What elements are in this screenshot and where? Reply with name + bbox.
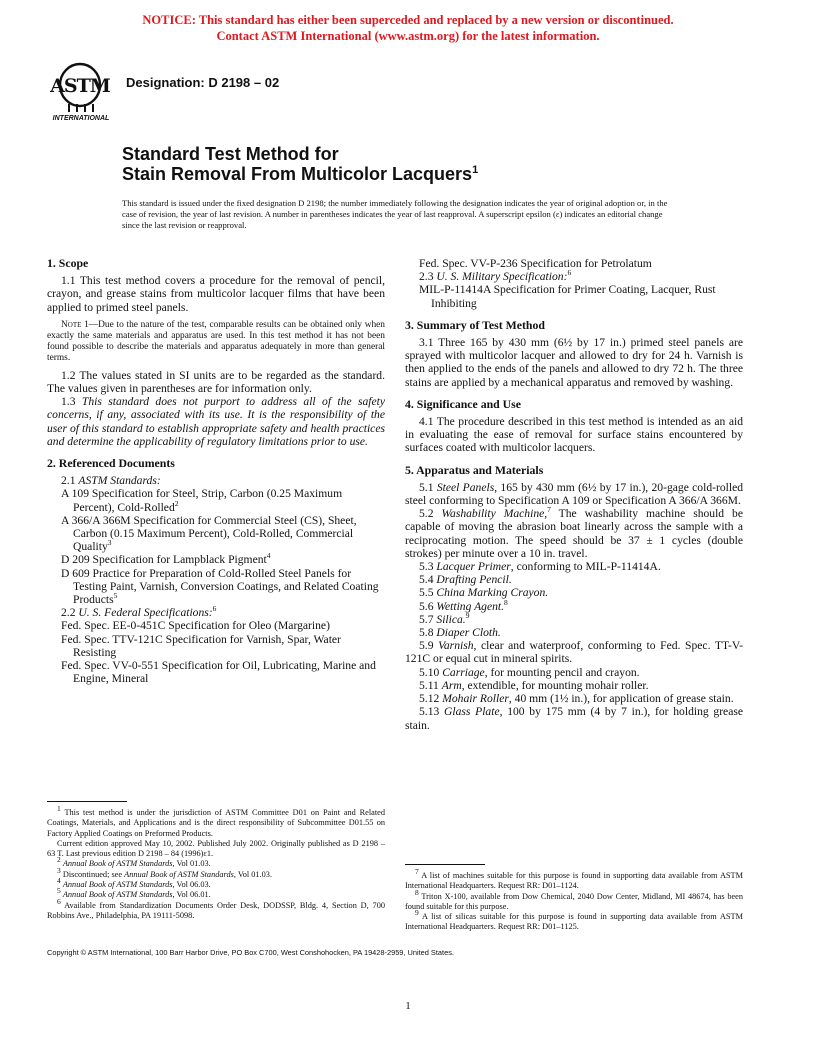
apparatus-item <box>405 626 743 639</box>
refdocs-heading: 2. Referenced Documents <box>47 456 175 471</box>
item-description: , 40 mm (1½ in.), for application of grease stain. <box>508 692 734 706</box>
apparatus-item <box>405 507 743 560</box>
item-description: , extendible, for mounting mohair roller. <box>461 678 649 692</box>
federal-specs-label <box>47 606 385 619</box>
ref-fed-vv0: Fed. Spec. VV-0-551 Specification for Oil, Lubricating, Marine and Engine, Mineral <box>61 659 376 686</box>
ref-a366 <box>47 514 385 554</box>
label-text: ASTM Standards: <box>78 474 161 488</box>
footnote-1 <box>47 804 385 839</box>
item-description: , 165 by 430 mm (6½ by 17 in.), 20-gage cold-rolled steel conforming to Specification A 109 or Specification A 366/A 366M. <box>405 480 744 508</box>
item-name: Glass Plate <box>444 705 500 719</box>
military-spec-label <box>405 270 743 283</box>
footnote-divider <box>405 864 485 865</box>
preface-text: This standard is issued under the fixed designation D 2198; the number immediately following the designation indicates the year of original adoption or, in the case of revision, the year of last revision. A number in parentheses indicates the year of last reapproval. A superscript epsilon (ε) indicates an editorial change since the last revision or reapproval. <box>122 198 668 230</box>
left-column <box>47 257 385 685</box>
fn-text: This test method is under the jurisdiction of ASTM Committee D01 on Paint and Related Coatings, Materials, and Applications and is the direct responsibility of Subcommittee D01.55 on Factory Applied Coatings on Preformed Products. <box>47 808 385 838</box>
fn-mark: 1 <box>57 804 61 814</box>
footnote-ref: 7 <box>547 505 551 515</box>
scope-note-1 <box>47 320 385 364</box>
footnote-ref: 2 <box>174 498 179 508</box>
notice-line-1: NOTICE: This standard has either been superceded and replaced by a new version or discontinued. <box>142 13 674 27</box>
fn-mark: 4 <box>57 876 61 886</box>
para-number: 2.1 <box>61 474 79 488</box>
fn-text: Annual Book of ASTM Standards <box>62 859 173 869</box>
item-description: , conforming to MIL-P-11414A. <box>510 560 661 574</box>
para-number: 5.8 <box>419 626 437 640</box>
scope-heading: 1. Scope <box>47 256 89 270</box>
ref-fed-vvp: Fed. Spec. VV-P-236 Specification for Petrolatum <box>419 257 652 270</box>
footnote-8 <box>405 887 743 913</box>
item-name: Silica. <box>436 612 466 626</box>
fn-text: Available from Standardization Documents Order Desk, DODSSP, Bldg. 4, Section D, 700 Robbins Ave., Philadelphia, PA 19111-5098. <box>47 900 385 920</box>
footnote-ref: 3 <box>107 538 112 548</box>
footnotes-right <box>405 864 743 933</box>
fn-mark: 2 <box>57 855 61 865</box>
apparatus-item <box>405 573 743 586</box>
footnote-3 <box>47 866 385 880</box>
fn-mark: 6 <box>57 896 61 906</box>
footnote-ref: 5 <box>113 591 118 601</box>
para-number: 2.2 <box>61 606 79 620</box>
ref-d609 <box>47 567 385 607</box>
fn-mark: 8 <box>415 887 419 897</box>
significance-heading: 4. Significance and Use <box>405 396 522 411</box>
apparatus-item <box>405 560 743 573</box>
logo-letters: ASTM <box>50 75 110 97</box>
para-number: 5.2 <box>419 507 442 521</box>
footnote-ref: 9 <box>465 611 470 621</box>
item-name: China Marking Crayon. <box>436 586 549 600</box>
fn-text: A list of silicas suitable for this purpose is found in supporting data available from ASTM International Headquarters. Request RR: D01–1125. <box>405 912 743 932</box>
astm-standards-label <box>47 474 385 487</box>
para-number: 5.6 <box>419 599 437 613</box>
item-name: Mohair Roller <box>442 692 509 706</box>
label-text: U. S. Military Specification: <box>436 270 568 284</box>
footnote-4 <box>47 876 385 890</box>
notice-line-2: Contact ASTM International (www.astm.org) for the latest information. <box>216 29 600 43</box>
ref-text: A 109 Specification for Steel, Strip, Carbon (0.25 Maximum Percent), Cold-Rolled <box>61 487 343 514</box>
ref-text: A 366/A 366M Specification for Commercial Steel (CS), Sheet, Carbon (0.15 Maximum Percent), Cold-Rolled, Commercial Quality <box>61 513 357 554</box>
scope-para-1-3 <box>47 395 385 448</box>
para-number: 1.3 <box>61 395 82 409</box>
summary-para-3-1: 3.1 Three 165 by 430 mm (6½ by 17 in.) primed steel panels are sprayed with multicolor lacquer and allowed to dry for 24 h. Varnish is then applied to the ends of the panels and allowed to dry 72 h. The three stains are applied by a mechanical apparatus and removed by washing. <box>405 336 743 389</box>
apparatus-item <box>405 481 743 507</box>
safety-statement: This standard does not purport to address all of the safety concerns, if any, associated with its use. It is the responsibility of the user of this standard to establish appropriate safety and health practices and determine the applicability of regulatory limitations prior to use. <box>47 395 386 448</box>
footnote-ref: 6 <box>567 268 572 278</box>
title-line-2-text: Stain Removal From Multicolor Lacquers <box>122 164 473 184</box>
apparatus-list <box>405 481 743 732</box>
item-name: Carriage <box>442 665 485 679</box>
ref-fed-ee: Fed. Spec. EE-0-451C Specification for Oleo (Margarine) <box>61 619 330 633</box>
page-number: 1 <box>405 1000 411 1012</box>
apparatus-heading: 5. Apparatus and Materials <box>405 462 544 477</box>
apparatus-item <box>405 639 743 665</box>
fn-text: , Vol 06.01. <box>172 890 211 900</box>
label-text: U. S. Federal Specifications: <box>78 606 213 620</box>
para-number: 5.1 <box>419 480 437 494</box>
footnote-6 <box>47 896 385 922</box>
fn-mark: 3 <box>57 866 61 876</box>
footnotes-left <box>47 801 385 921</box>
para-number: 5.4 <box>419 573 437 587</box>
item-description: , for mounting pencil and crayon. <box>484 665 640 679</box>
summary-heading: 3. Summary of Test Method <box>405 317 545 332</box>
logo-subtext: INTERNATIONAL <box>52 115 110 122</box>
fn-text: A list of machines suitable for this purpose is found in supporting data available from ASTM International Headquarters. Request RR: D01–1124. <box>405 871 743 891</box>
item-name: Steel Panels <box>436 480 495 494</box>
fn-text: Annual Book of ASTM Standards <box>62 880 173 890</box>
footnote-ref: 8 <box>504 597 508 607</box>
right-column <box>405 257 743 732</box>
item-name: Varnish <box>438 639 474 653</box>
designation: Designation: D 2198 – 02 <box>126 75 280 90</box>
document-title <box>122 144 478 184</box>
ref-fed-ttv: Fed. Spec. TTV-121C Specification for Varnish, Spar, Water Resisting <box>61 632 341 659</box>
fn-mark: 5 <box>57 886 61 896</box>
fn-text: Annual Book of ASTM Standards <box>124 869 234 879</box>
para-number: 5.9 <box>419 639 439 653</box>
ref-text: D 209 Specification for Lampblack Pigment <box>61 553 267 567</box>
ref-d209 <box>47 553 385 566</box>
item-name: Drafting Pencil. <box>436 573 512 587</box>
fn-text: Triton X-100, available from Dow Chemical, 2040 Dow Center, Midland, MI 48674, has been found suitable for this purpose. <box>405 891 743 911</box>
apparatus-item <box>405 613 743 626</box>
footnote-ref: 4 <box>266 551 271 561</box>
note-text: —Due to the nature of the test, comparable results can be obtained only when exactly the same materials and apparatus are used. In this test method it has not been found possible to describe the materials and apparatus adequately in more than general terms. <box>47 319 385 363</box>
footnote-divider <box>47 801 127 802</box>
footnote-9 <box>405 908 743 933</box>
title-line-1: Standard Test Method for <box>122 144 339 164</box>
para-number: 2.3 <box>419 270 437 284</box>
fn-mark: 9 <box>415 908 419 918</box>
title-footnote-ref: 1 <box>472 164 479 176</box>
para-number: 5.11 <box>419 678 442 692</box>
apparatus-item <box>405 586 743 599</box>
copyright-line: Copyright © ASTM International, 100 Barr Harbor Drive, PO Box C700, West Conshohocken, PA 19428-2959, United States. <box>47 948 454 957</box>
notice-banner <box>0 12 816 44</box>
astm-logo <box>46 58 116 122</box>
ref-a109 <box>47 487 385 513</box>
apparatus-item <box>405 705 743 731</box>
footnote-5 <box>47 886 385 900</box>
significance-para-4-1: 4.1 The procedure described in this test method is intended as an aid in evaluating the ease of removal for surface stains encountered by surfaces coated with multicolor lacquers. <box>405 415 743 455</box>
footnote-7 <box>405 867 743 892</box>
para-number: 5.10 <box>419 665 443 679</box>
item-description: The washability machine should be capable of moving the abrasion boat linearly across the sample with a reciprocating motion. The speed should be 37 ± 1 cycles (double strokes) per minute over a 10 in. travel. <box>405 507 743 560</box>
apparatus-item <box>405 666 743 679</box>
title-line-2 <box>122 164 478 184</box>
note-label: Note 1 <box>61 319 89 330</box>
fn-text: , Vol 01.03. <box>172 859 211 869</box>
item-description: , 100 by 175 mm (4 by 7 in.), for holding grease stain. <box>405 705 743 732</box>
item-description: , clear and waterproof, conforming to Fed. Spec. TT-V-121C or equal cut in mineral spirits. <box>405 639 743 666</box>
fn-text: Annual Book of ASTM Standards <box>62 890 173 900</box>
footnote-ref: 6 <box>212 604 217 614</box>
fn-mark: 7 <box>415 867 419 877</box>
fn-text: Discontinued; see <box>62 869 125 879</box>
item-name: Washability Machine, <box>441 507 548 521</box>
apparatus-item <box>405 597 743 613</box>
fn-text: , Vol 01.03. <box>233 869 273 879</box>
fn-text: , Vol 06.03. <box>172 880 211 890</box>
item-name: Arm <box>441 678 462 692</box>
item-name: Wetting Agent. <box>436 599 505 613</box>
para-number: 5.12 <box>419 692 443 706</box>
scope-para-1-1: 1.1 This test method covers a procedure for the removal of pencil, crayon, and grease stains from multicolor lacquer films that have been applied to primed steel panels. <box>47 274 385 314</box>
ref-mil-p: MIL-P-11414A Specification for Primer Coating, Lacquer, Rust Inhibiting <box>419 283 716 310</box>
ref-text: D 609 Practice for Preparation of Cold-Rolled Steel Panels for Testing Paint, Varnish, Conversion Coatings, and Related Coating Products <box>61 566 379 607</box>
apparatus-item <box>405 679 743 692</box>
para-number: 5.13 <box>419 705 444 719</box>
para-number: 5.7 <box>419 612 437 626</box>
footnote-2 <box>47 855 385 869</box>
para-number: 5.3 <box>419 560 437 574</box>
footnote-1b: Current edition approved May 10, 2002. Published July 2002. Originally published as D 2198 – 63 T. Last previous edition D 2198 – 84 (1996)ε1. <box>47 838 385 859</box>
para-number: 5.5 <box>419 586 437 600</box>
item-name: Lacquer Primer <box>436 560 511 574</box>
apparatus-item <box>405 692 743 705</box>
scope-para-1-2: 1.2 The values stated in SI units are to be regarded as the standard. The values given in parentheses are for information only. <box>47 368 385 396</box>
item-name: Diaper Cloth. <box>436 626 501 640</box>
